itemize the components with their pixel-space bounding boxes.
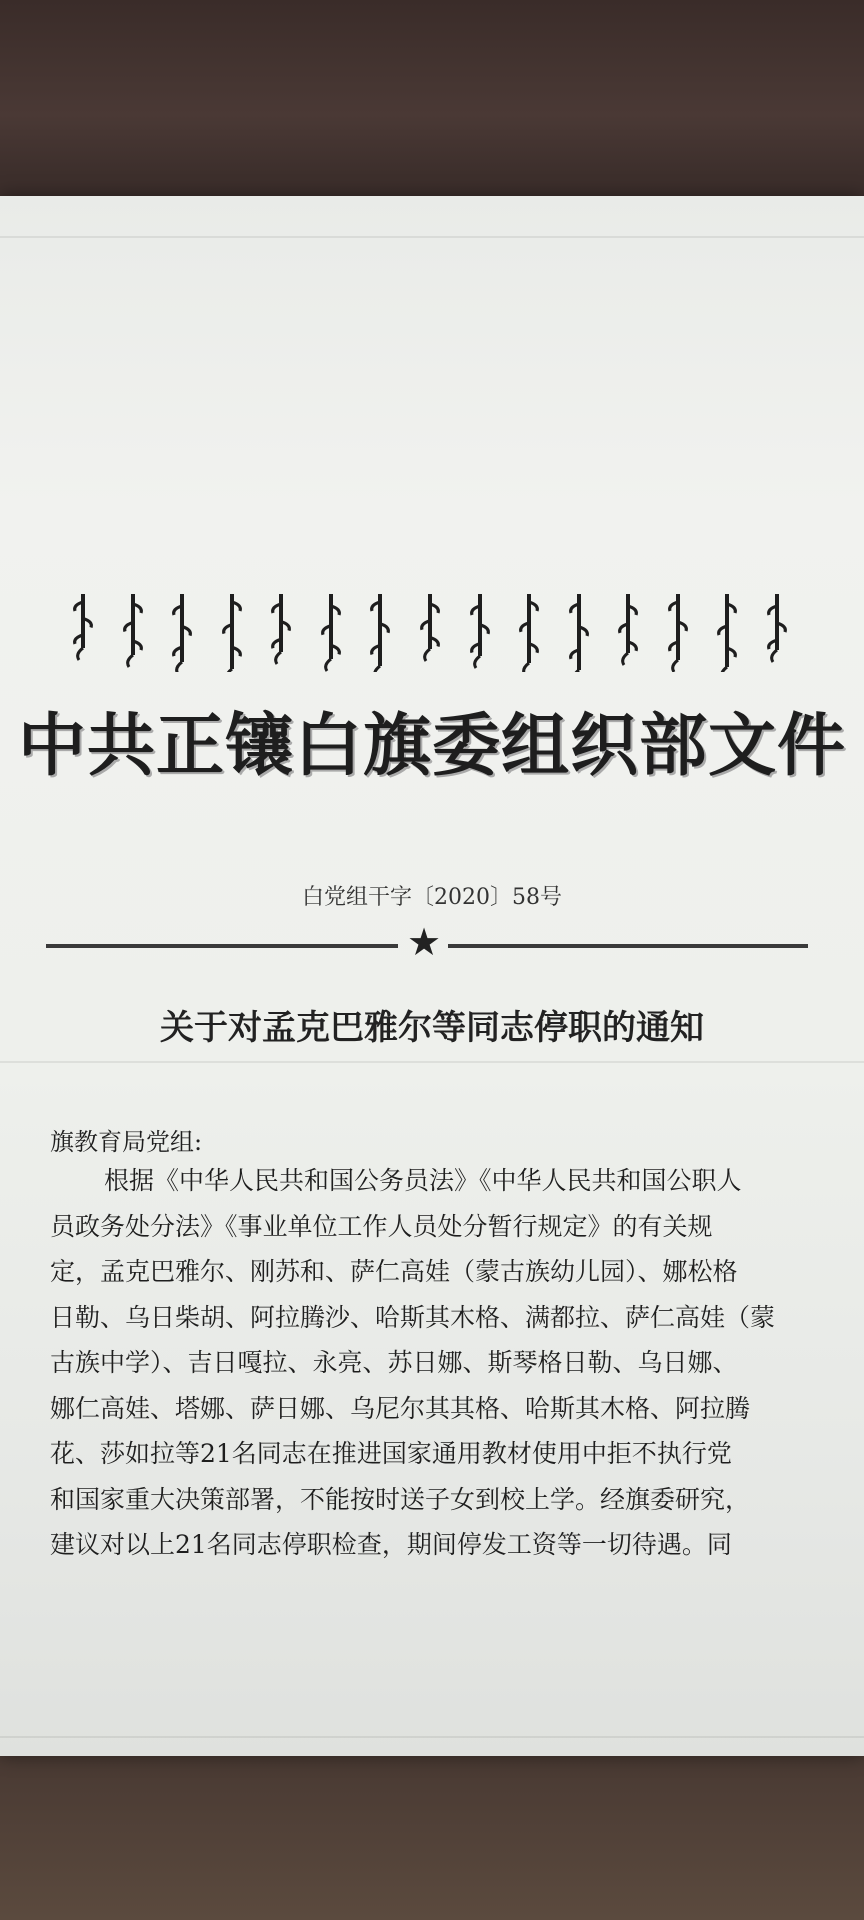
body-line: 员政务处分法》《事业单位工作人员处分暂行规定》的有关规 (50, 1211, 713, 1241)
paper-fold (0, 1061, 864, 1063)
mongolian-word-glyph (70, 592, 96, 672)
mongolian-word-glyph (169, 592, 195, 672)
addressee: 旗教育局党组: (50, 1128, 203, 1156)
divider-right (448, 944, 808, 948)
body-line: 根据《中华人民共和国公务员法》《中华人民共和国公职人 (104, 1166, 742, 1195)
mongolian-word-glyph (516, 592, 542, 672)
mongolian-word-glyph (367, 592, 393, 672)
notice-subject: 关于对孟克巴雅尔等同志停职的通知 (160, 1008, 704, 1048)
mongolian-word-glyph (467, 592, 493, 672)
mongolian-word-glyph (615, 592, 641, 672)
body-line: 日勒、乌日柴胡、阿拉腾沙、哈斯其木格、满都拉、萨仁高娃（蒙 (50, 1302, 776, 1332)
body-line: 建议对以上21名同志停职检查，期间停发工资等一切待遇。同 (50, 1530, 732, 1559)
body-line: 和国家重大决策部署，不能按时送子女到校上学。经旗委研究， (50, 1484, 751, 1514)
body-line: 花、莎如拉等21名同志在推进国家通用教材使用中拒不执行党 (50, 1439, 732, 1468)
body-line: 定，孟克巴雅尔、刚苏和、萨仁高娃（蒙古族幼儿园）、娜松格 (50, 1257, 738, 1286)
paper-fold (0, 1736, 864, 1738)
mongolian-word-glyph (714, 592, 740, 672)
mongolian-word-glyph (219, 592, 245, 672)
paper-fold (0, 236, 864, 238)
mongolian-word-glyph (268, 592, 294, 672)
mongolian-word-glyph (665, 592, 691, 672)
star-icon: ★ (406, 920, 442, 964)
document-number: 白党组干字〔2020〕58号 (302, 885, 562, 910)
mongolian-word-glyph (120, 592, 146, 672)
mongolian-script-title (70, 592, 790, 702)
document-title: 中共正镶白旗委组织部文件 (17, 706, 846, 786)
notice-body (50, 1158, 820, 1568)
body-line: 古族中学）、吉日嘎拉、永亮、苏日娜、斯琴格日勒、乌日娜、 (50, 1348, 738, 1377)
mongolian-word-glyph (318, 592, 344, 672)
mongolian-word-glyph (764, 592, 790, 672)
divider-left (46, 944, 398, 948)
body-line: 娜仁高娃、塔娜、萨日娜、乌尼尔其其格、哈斯其木格、阿拉腾 (50, 1393, 751, 1423)
mongolian-word-glyph (417, 592, 443, 672)
mongolian-word-glyph (566, 592, 592, 672)
